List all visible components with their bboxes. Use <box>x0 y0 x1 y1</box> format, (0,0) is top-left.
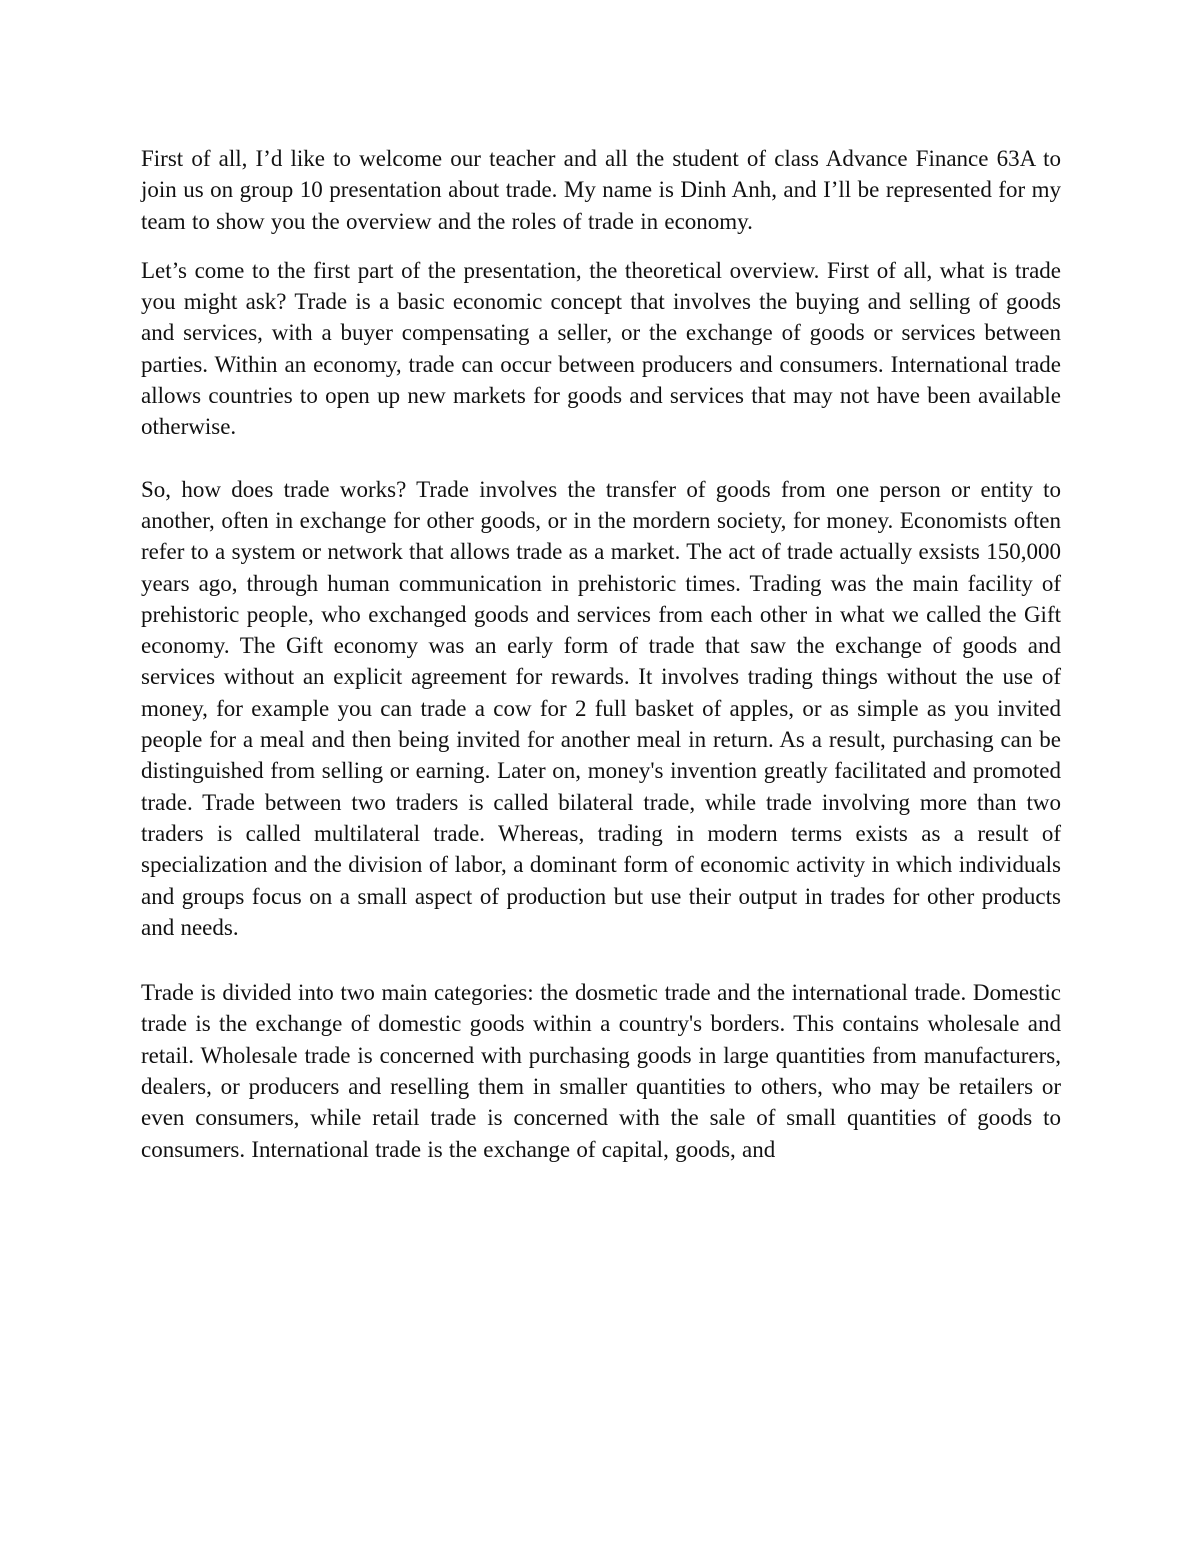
paragraph-introduction: First of all, I’d like to welcome our teacher and all the student of class Advance Finance 63A to join us on group 10 presentation about trade. My name is Dinh Anh, and I’ll be represented for my team to show you the overview and the roles of trade in economy. <box>141 146 1061 234</box>
paragraph-trade-categories: Trade is divided into two main categories: the dosmetic trade and the international trade. Domestic trade is the exchange of domestic goods within a country's borders. This contains wholesale and retail. Wholesale trade is concerned with purchasing goods in large quantities from manufacturers, dealers, or producers and reselling them in smaller quantities to others, who may be retailers or even consumers, while retail trade is concerned with the sale of small quantities of goods to consumers. International trade is the exchange of capital, goods, and <box>141 980 1061 1162</box>
document-body <box>141 143 1061 1165</box>
paragraph-how-trade-works: So, how does trade works? Trade involves the transfer of goods from one person or entity to another, often in exchange for other goods, or in the mordern society, for money. Economists often refer to a system or network that allows trade as a market. The act of trade actually exsists 150,000 years ago, through human communication in prehistoric times. Trading was the main facility of prehistoric people, who exchanged goods and services from each other in what we called the Gift economy. The Gift economy was an early form of trade that saw the exchange of goods and services without an explicit agreement for rewards. It involves trading things without the use of money, for example you can trade a cow for 2 full basket of apples, or as simple as you invited people for a meal and then being invited for another meal in return. As a result, purchasing can be distinguished from selling or earning. Later on, money's invention greatly facilitated and promoted trade. Trade between two traders is called bilateral trade, while trade involving more than two traders is called multilateral trade. Whereas, trading in modern terms exists as a result of specialization and the division of labor, a dominant form of economic activity in which individuals and groups focus on a small aspect of production but use their output in trades for other products and needs. <box>141 476 1061 940</box>
paragraph-theoretical-overview: Let’s come to the first part of the presentation, the theoretical overview. First of all, what is trade you might ask? Trade is a basic economic concept that involves the buying and selling of goods and services, with a buyer compensating a seller, or the exchange of goods or services between parties. Within an economy, trade can occur between producers and consumers. International trade allows countries to open up new markets for goods and services that may not have been available otherwise. <box>141 257 1061 440</box>
